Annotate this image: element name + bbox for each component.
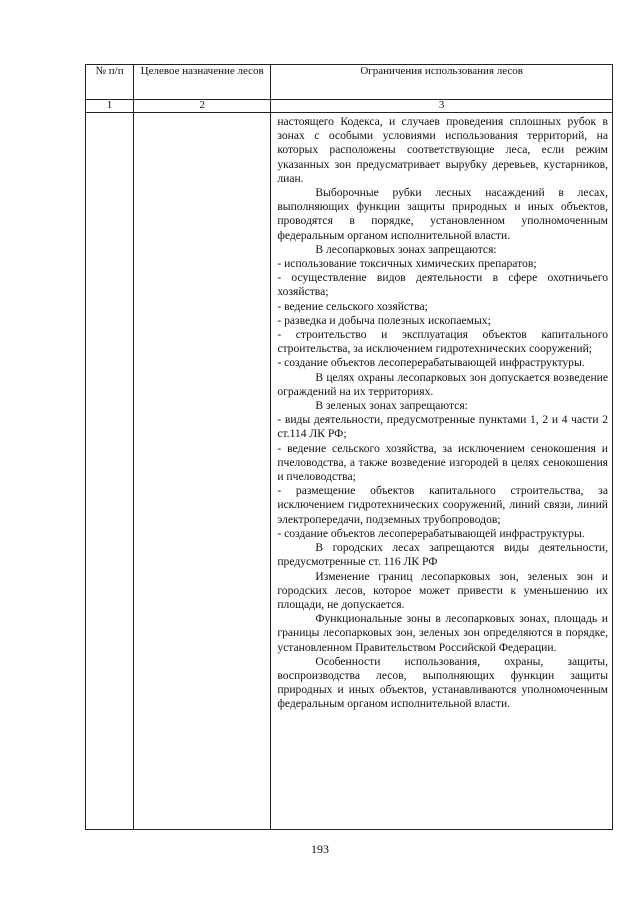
table-header-row: [86, 65, 613, 100]
paragraph: Изменение границ лесопарковых зон, зеленых зон и городских лесов, которое может привести к уменьшению их площади, не допускается.: [277, 569, 608, 611]
paragraph: - ведение сельского хозяйства, за исключением сенокошения и пчеловодства, а также возведение изгородей в целях сенокошения и пчеловодства;: [277, 441, 608, 484]
paragraph: - создание объектов лесоперерабатывающей инфраструктуры.: [277, 356, 585, 370]
paragraph: настоящего Кодекса, и случаев проведения сплошных рубок в зонах с особыми условиями использования территорий, на которых расположены соответствующие леса, если режим указанных зон предусматривает вырубку деревьев, кустарников, лиан.: [277, 115, 608, 185]
paragraph: В зеленых зонах запрещаются:: [315, 399, 468, 413]
paragraph: - ведение сельского хозяйства;: [277, 299, 428, 313]
restrictions-cell: [271, 113, 613, 830]
paragraph: - виды деятельности, предусмотренные пунктами 1, 2 и 4 части 2 ст.114 ЛК РФ;: [277, 413, 608, 441]
restrictions-table: [85, 64, 613, 830]
column-number-1: 1: [86, 100, 134, 113]
column-number-3: 3: [271, 100, 613, 113]
paragraph: В городских лесах запрещаются виды деятельности, предусмотренные ст. 116 ЛК РФ: [277, 541, 608, 569]
paragraph: - создание объектов лесоперерабатывающей инфраструктуры.: [277, 526, 585, 540]
column-number-row: [86, 100, 613, 113]
paragraph: В лесопарковых зонах запрещаются:: [315, 242, 497, 256]
paragraph: Выборочные рубки лесных насаждений в лесах, выполняющих функции защиты природных и иных объектов, проводятся в порядке, установленном уполномоченным федеральным органом исполнительной власти.: [277, 186, 608, 242]
table-row: [86, 113, 613, 830]
paragraph: В целях охраны лесопарковых зон допускается возведение ограждений на их территориях.: [277, 370, 608, 398]
number-cell: [86, 113, 134, 830]
header-purpose: Целевое назначение лесов: [134, 65, 271, 100]
paragraph: - размещение объектов капитального строительства, за исключением гидротехнических сооружений, линий связи, линий электропередачи, подземных трубопроводов;: [277, 484, 608, 526]
paragraph: - разведка и добыча полезных ископаемых;: [277, 313, 491, 327]
page-number: 193: [311, 842, 329, 856]
paragraph: - осуществление видов деятельности в сфере охотничьего хозяйства;: [277, 271, 608, 299]
column-number-2: 2: [134, 100, 271, 113]
paragraph: Функциональные зоны в лесопарковых зонах, площадь и границы лесопарковых зон, зеленых зон определяются в порядке, установленном Правительством Российской Федерации.: [277, 612, 608, 654]
paragraph: - использование токсичных химических препаратов;: [277, 257, 537, 271]
purpose-cell: [134, 113, 271, 830]
header-number: № п/п: [86, 65, 134, 100]
header-restrictions: Ограничения использования лесов: [271, 65, 613, 100]
paragraph: Особенности использования, охраны, защиты, воспроизводства лесов, выполняющих функции защиты природных и иных объектов, устанавливаются уполномоченным федеральным органом исполнительной власти.: [277, 654, 608, 711]
paragraph: - строительство и эксплуатация объектов капитального строительства, за исключением гидротехнических сооружений;: [277, 328, 608, 356]
